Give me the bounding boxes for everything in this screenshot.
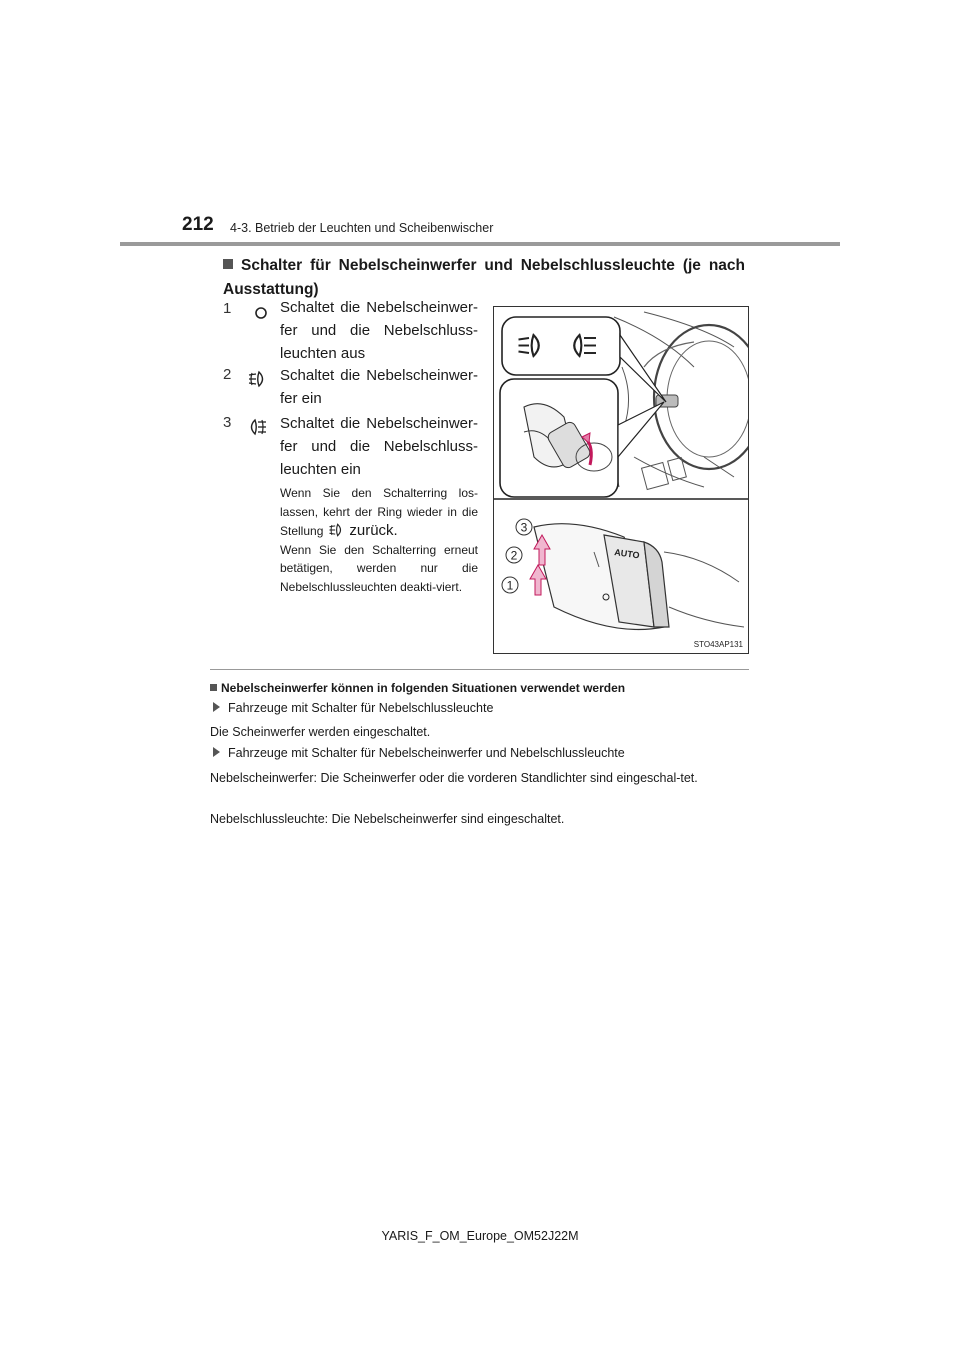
header-divider xyxy=(120,242,840,246)
item-text-1: Schaltet die Nebelscheinwer-fer und die Nebelschluss-leuchten aus xyxy=(280,299,478,362)
list-item xyxy=(213,746,625,760)
stalk-auto-label: AUTO xyxy=(613,547,641,561)
info-title xyxy=(210,681,625,695)
note-paragraph-1 xyxy=(280,484,478,541)
item-number-3: 3 xyxy=(223,414,232,431)
note-paragraph-2: Wenn Sie den Schalterring erneut betätigen, werden nur die Nebelschlussleuchten deakti-viert. xyxy=(280,542,478,594)
info-text-2: Nebelscheinwerfer: Die Scheinwerfer oder die vorderen Standlichter sind eingeschal-tet. xyxy=(210,771,698,785)
bullet-text: Fahrzeuge mit Schalter für Nebelschlussleuchte xyxy=(228,701,494,715)
item-number-1: 1 xyxy=(223,300,232,317)
section-title xyxy=(223,254,745,302)
note xyxy=(280,484,478,597)
info-text-1: Die Scheinwerfer werden eingeschaltet. xyxy=(210,725,431,739)
section-title-text: Schalter für Nebelscheinwerfer und Nebelschlussleuchte (je nach Ausstattung) xyxy=(223,257,745,298)
note-text-1: Wenn Sie den Schalterring los-lassen, kehrt der Ring wieder in die Stellung xyxy=(280,486,478,539)
triangle-bullet-icon xyxy=(213,747,220,757)
info-text-3: Nebelschlussleuchte: Die Nebelscheinwerfer sind eingeschaltet. xyxy=(210,812,565,826)
page-number: 212 xyxy=(182,214,214,235)
fog-switch-drawing xyxy=(494,307,748,653)
figure-code: STO43AP131 xyxy=(693,640,743,649)
illustration-fog-switch xyxy=(493,306,749,654)
square-bullet-icon xyxy=(210,684,217,691)
chapter-title: 4-3. Betrieb der Leuchten und Scheibenwischer xyxy=(230,221,494,235)
item-text-3: Schaltet die Nebelscheinwer-fer und die Nebelschluss-leuchten ein xyxy=(280,415,478,478)
note-text-1-end: zurück. xyxy=(349,522,398,540)
callout-2: 2 xyxy=(510,548,518,563)
bullet-text: Fahrzeuge mit Schalter für Nebelscheinwerfer und Nebelschlussleuchte xyxy=(228,746,625,760)
rear-fog-light-icon xyxy=(246,416,268,438)
front-fog-light-icon xyxy=(326,521,346,539)
info-title-text: Nebelscheinwerfer können in folgenden Situationen verwendet werden xyxy=(221,681,626,695)
item-number-2: 2 xyxy=(223,366,232,383)
item-text-2: Schaltet die Nebelscheinwer-fer ein xyxy=(280,367,478,407)
square-bullet-icon xyxy=(223,259,233,269)
triangle-bullet-icon xyxy=(213,702,220,712)
off-circle-icon xyxy=(250,302,272,324)
front-fog-light-icon xyxy=(246,368,268,390)
footer-doc-id: YARIS_F_OM_Europe_OM52J22M xyxy=(381,1229,579,1243)
list-item xyxy=(213,701,493,715)
callout-1: 1 xyxy=(506,578,514,593)
section-divider xyxy=(210,669,749,670)
callout-3: 3 xyxy=(520,520,528,535)
